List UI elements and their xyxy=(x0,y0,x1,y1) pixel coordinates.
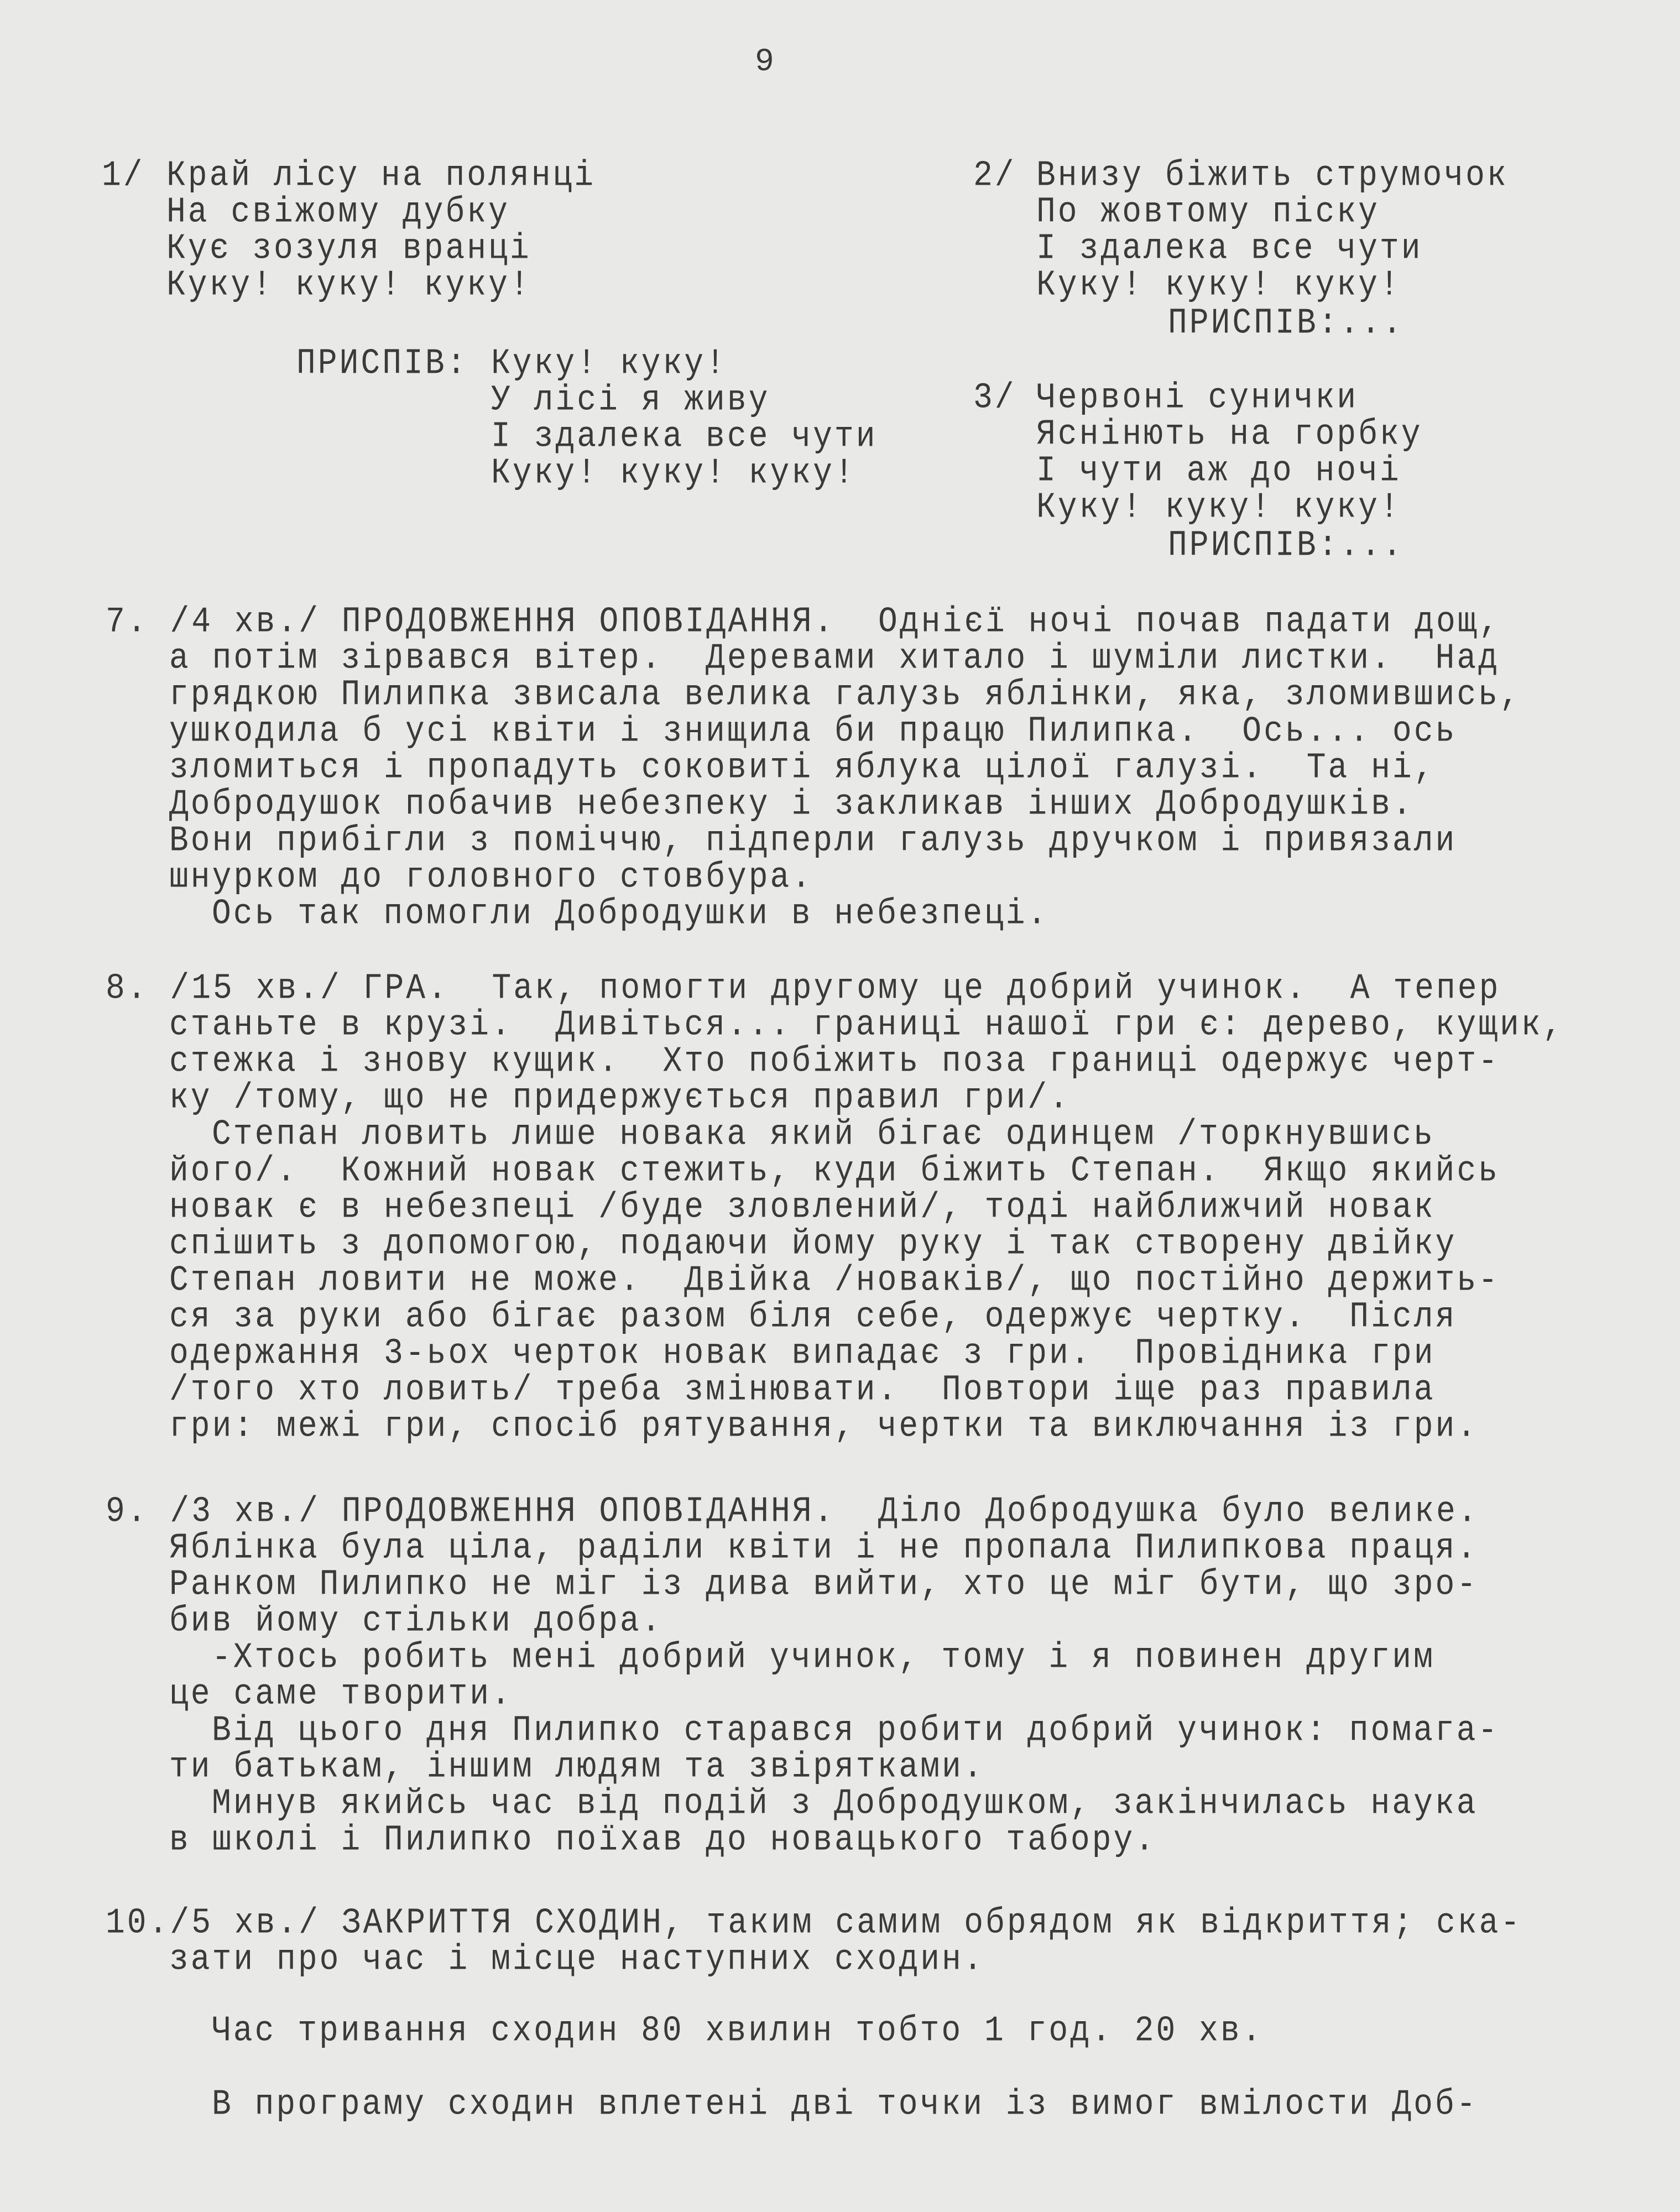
section-8-line: його/. Кожний новак стежить, куди біжить Степан. Якщо якийсь xyxy=(169,1151,1500,1192)
verse-line: На свіжому дубку xyxy=(166,192,510,233)
section-7-line: 7. /4 хв./ ПРОДОВЖЕННЯ ОПОВІДАННЯ. Однієї ночі почав падати дощ, xyxy=(106,602,1501,643)
verse-number: 1/ xyxy=(102,156,145,196)
verse-line: Куку! куку! куку! xyxy=(166,265,531,306)
section-9-line: це саме творити. xyxy=(169,1674,513,1715)
chorus-line: У лісі я живу xyxy=(491,380,770,421)
verse-line: Куку! куку! куку! xyxy=(1036,265,1401,306)
section-7-line: Добродушок побачив небезпеку і закликав інших Добродушків. xyxy=(169,785,1414,825)
section-8-line: спішить з допомогою, подаючи йому руку і так створену двійку xyxy=(169,1224,1457,1265)
section-8-line: Степан ловить лише новака який бігає одинцем /торкнувшись xyxy=(212,1115,1435,1155)
section-7-line: а потім зірвався вітер. Деревами хитало і шуміли листки. Над xyxy=(169,639,1500,679)
section-9-line: -Хтось робить мені добрий учинок, тому і я повинен другим xyxy=(212,1638,1435,1678)
section-7-line: ушкодила б усі квіти і знищила би працю Пилипка. Ось... ось xyxy=(169,712,1457,752)
section-8-line: ся за руки або бігає разом біля себе, одержує чертку. Після xyxy=(169,1297,1457,1338)
section-8-line: станьте в крузі. Дивіться... границі нашої гри є: дерево, кущик, xyxy=(169,1005,1564,1046)
verse-line: Яснінють на горбку xyxy=(1036,415,1423,455)
section-8-line: Степан ловити не може. Двійка /новаків/, що постійно держить- xyxy=(169,1261,1500,1301)
chorus-line: Куку! куку! куку! xyxy=(491,453,856,494)
section-8-line: одержання 3-ьох черток новак випадає з гри. Провідника гри xyxy=(169,1334,1436,1374)
chorus-line: І здалека все чути xyxy=(491,417,878,457)
section-8-line: ку /тому, що не придержується правил гри/. xyxy=(169,1078,1071,1119)
verse-line: І здалека все чути xyxy=(1036,229,1423,269)
verse-line: Куку! куку! куку! xyxy=(1036,488,1401,528)
section-9-line: бив йому стільки добра. xyxy=(169,1601,663,1642)
section-8-line: /того хто ловить/ треба змінювати. Повтори іще раз правила xyxy=(169,1370,1436,1411)
page-number: 9 xyxy=(755,44,774,80)
section-7-line: Ось так помогли Добродушки в небезпеці. xyxy=(212,894,1049,935)
section-9-line: Яблінка була ціла, раділи квіти і не пропала Пилипкова праця. xyxy=(169,1528,1479,1569)
verse-number: 2/ xyxy=(973,156,1016,196)
section-10-line: зати про час і місце наступних сходин. xyxy=(169,1940,985,1980)
verse-line: Кує зозуля вранці xyxy=(166,229,531,269)
verse-line: Край лісу на полянці xyxy=(166,156,596,196)
section-7-line: грядкою Пилипка звисала велика галузь яблінки, яка, зломившись, xyxy=(169,675,1521,716)
verse-line: Червоні сунички xyxy=(1036,378,1359,419)
section-9-line: Минув якийсь час від подій з Добродушком, закінчилась наука xyxy=(212,1784,1478,1824)
section-10-line: 10./5 хв./ ЗАКРИТТЯ СХОДИН, таким самим обрядом як відкриття; ска- xyxy=(106,1903,1522,1944)
duration-summary: Час тривання сходин 80 хвилин тобто 1 год. 20 хв. xyxy=(212,2011,1264,2052)
refrain-label: ПРИСПІВ:... xyxy=(1168,526,1404,566)
section-9-line: 9. /3 хв./ ПРОДОВЖЕННЯ ОПОВІДАННЯ. Діло Добродушка було велике. xyxy=(106,1492,1479,1532)
section-8-line: 8. /15 хв./ ГРА. Так, помогти другому це добрий учинок. А тепер xyxy=(106,969,1501,1009)
section-9-line: ти батькам, іншим людям та звірятками. xyxy=(169,1747,985,1788)
section-7-line: зломиться і пропадуть соковиті яблука цілої галузі. Та ні, xyxy=(169,748,1436,789)
verse-line: Внизу біжить струмочок xyxy=(1036,156,1509,196)
section-7-line: Вони прибігли з поміччю, підперли галузь дручком і привязали xyxy=(169,821,1457,862)
section-9-line: в школі і Пилипко поїхав до новацького табору. xyxy=(169,1820,1157,1861)
section-9-line: Ранком Пилипко не міг із дива вийти, хто це міг бути, що зро- xyxy=(169,1565,1479,1605)
chorus-line: Куку! куку! xyxy=(491,344,727,384)
section-8-line: стежка і знову кущик. Хто побіжить поза границі одержує черт- xyxy=(169,1042,1500,1082)
section-8-line: гри: межі гри, спосіб рятування, чертки та виключання із гри. xyxy=(169,1407,1479,1447)
section-8-line: новак є в небезпеці /буде зловлений/, тоді найближчий новак xyxy=(169,1188,1436,1228)
verse-line: І чути аж до ночі xyxy=(1036,451,1401,492)
program-note: В програму сходин вплетені дві точки із вимог вмілости Доб- xyxy=(212,2085,1478,2125)
section-9-line: Від цього дня Пилипко старався робити добрий учинок: помага- xyxy=(212,1711,1500,1751)
section-7-line: шнурком до головного стовбура. xyxy=(169,858,813,898)
verse-line: По жовтому піску xyxy=(1036,192,1380,233)
verse-number: 3/ xyxy=(973,378,1016,419)
refrain-label: ПРИСПІВ:... xyxy=(1168,304,1404,344)
chorus-label: ПРИСПІВ: xyxy=(296,344,468,384)
